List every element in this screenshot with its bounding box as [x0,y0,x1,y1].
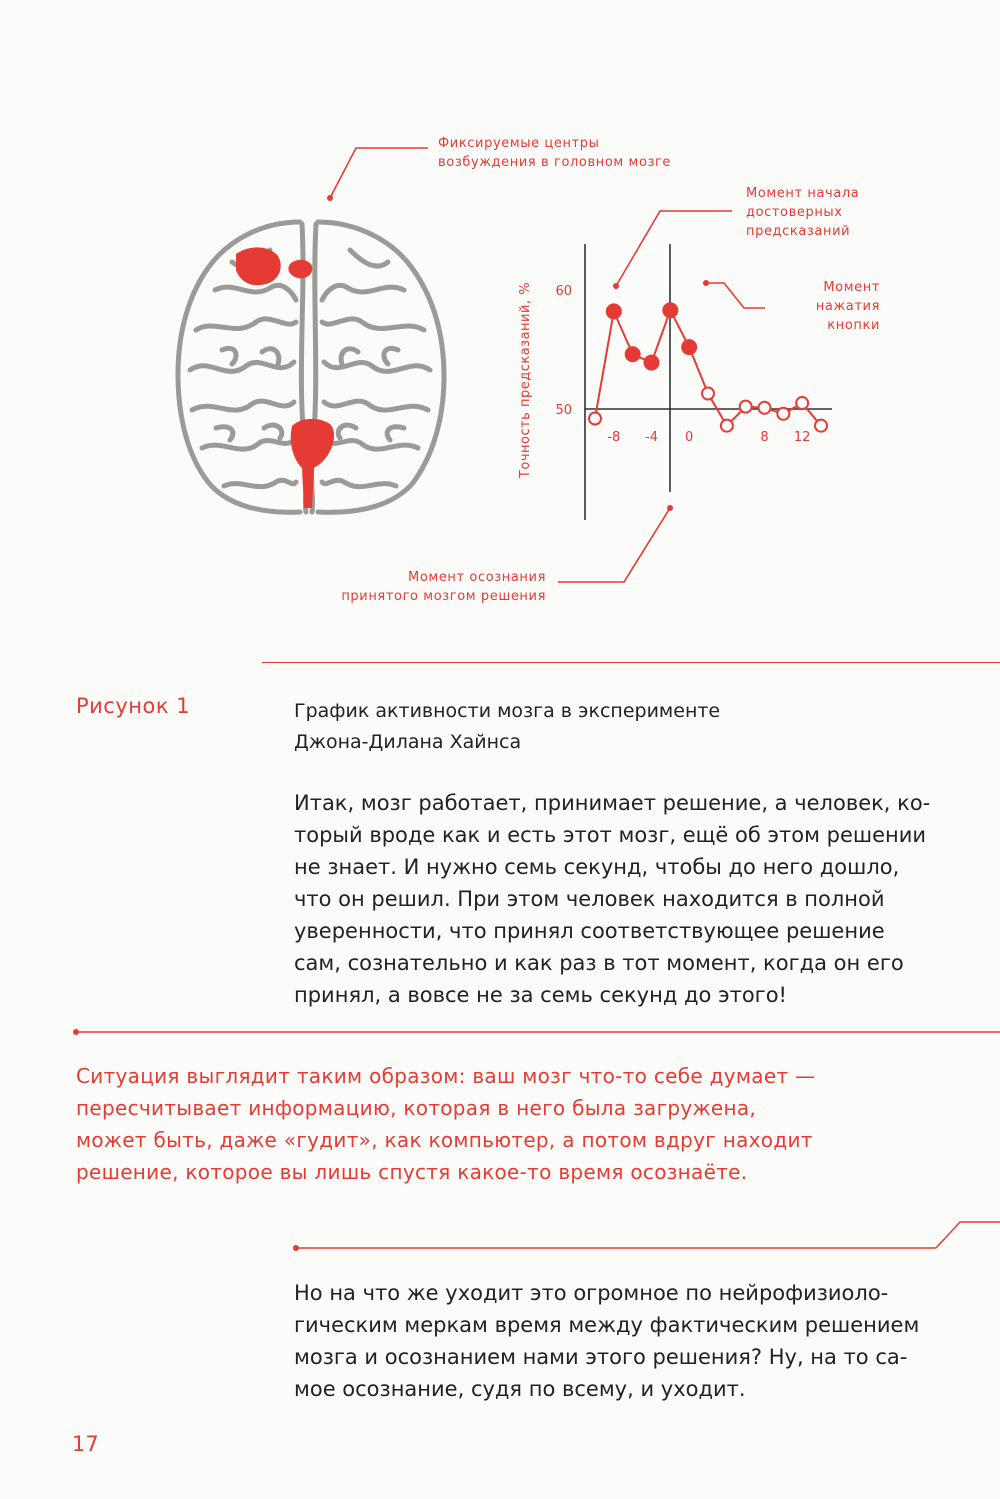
annotation-awareness-line2: принятого мозгом решения [341,589,546,604]
paragraph-2-line: мозга и осознанием нами этого решения? Ну, на то са- [294,1345,908,1369]
data-point [721,420,733,432]
activation-center-small [288,260,312,279]
annotation-leaders [327,148,765,582]
paragraph-1-line: сам, сознательно и как раз в тот момент, когда он его [294,951,904,975]
figure-caption [294,696,720,758]
figure-caption-line2: Джона-Дилана Хайнса [294,731,522,753]
data-point-significant [663,303,677,317]
page-number: 17 [72,1432,99,1456]
annotation-onset-line2: достоверных [746,205,843,220]
y-tick-label: 50 [555,403,572,418]
data-point [815,420,827,432]
quote-rule-top [70,1028,1000,1036]
paragraph-2 [294,1277,954,1405]
annotation-awareness-line1: Момент осознания [408,570,546,585]
paragraph-1-line: принял, а вовсе не за семь секунд до этого! [294,983,787,1007]
paragraph-2-line: мое осознание, судя по всему, и уходит. [294,1377,746,1401]
pull-quote-line: Ситуация выглядит таким образом: ваш мозг что-то себе думает — [76,1064,816,1088]
activation-center-left [236,247,281,285]
paragraph-1 [294,787,954,1011]
annotation-press [770,278,880,335]
caption-rule [262,662,1000,663]
data-point [759,402,771,414]
annotation-press-line1: Момент [823,280,880,295]
paragraph-2-line: Но на что же уходит это огромное по нейрофизиоло- [294,1281,889,1305]
annotation-centers-line2: возбуждения в головном мозге [438,155,672,170]
data-point-significant [626,347,640,361]
pull-quote-line: решение, которое вы лишь спустя какое-то время осознаёте. [76,1160,748,1184]
data-point-significant [682,340,696,354]
paragraph-1-line: не знает. И нужно семь секунд, чтобы до него дошло, [294,855,900,879]
paragraph-2-line: гическим меркам время между фактическим решением [294,1313,920,1337]
paragraph-1-line: что он решил. При этом человек находится в полной [294,887,885,911]
data-point [702,388,714,400]
figure-label: Рисунок 1 [76,694,191,718]
annotation-press-line3: кнопки [827,318,880,333]
brain-illustration [178,222,444,512]
pull-quote-line: пересчитывает информацию, которая в него была загружена, [76,1096,757,1120]
x-tick-label: -8 [607,430,621,445]
data-point [796,397,808,409]
annotation-centers [438,134,758,172]
data-point [777,408,789,420]
pull-quote [76,1060,815,1188]
figure-caption-line1: График активности мозга в эксперименте [294,700,721,722]
data-point-significant [645,356,659,370]
quote-rule-bottom [288,1210,1000,1260]
annotation-awareness [260,568,546,606]
annotation-press-line2: нажатия [815,299,880,314]
annotation-centers-line1: Фиксируемые центры [438,136,600,151]
x-tick-label: 8 [760,430,769,445]
y-tick-label: 60 [555,284,572,299]
x-tick-label: 0 [685,430,694,445]
annotation-onset-line1: Момент начала [746,186,860,201]
data-point [589,413,601,425]
y-axis-title: Точность предсказаний, % [518,281,533,479]
x-tick-label: 12 [793,430,811,445]
paragraph-1-line: торый вроде как и есть этот мозг, ещё об этом решении [294,823,927,847]
paragraph-1-line: уверенности, что принял соответствующее решение [294,919,885,943]
annotation-onset-line3: предсказаний [746,224,851,239]
annotation-onset [746,184,966,241]
data-point [740,401,752,413]
pull-quote-line: может быть, даже «гудит», как компьютер, а потом вдруг находит [76,1128,813,1152]
data-point-significant [607,304,621,318]
paragraph-1-line: Итак, мозг работает, принимает решение, а человек, ко- [294,791,931,815]
activation-center-medial [291,419,334,508]
x-tick-label: -4 [645,430,658,445]
